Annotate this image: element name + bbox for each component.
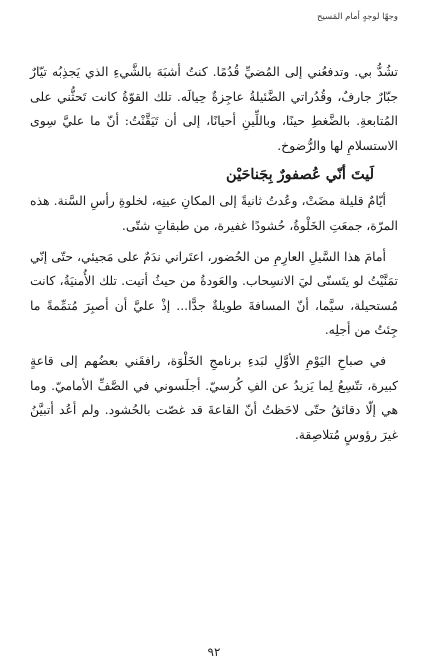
paragraph-2: أيّامٌ قليلة مضَتْ، وعُدتُ ثانيةً إلى المكانِ عينِه، لخلوةِ رأسِ السَّنة. هذه المرّة، جمعَتِ الخَلْوةُ، حُشودًا غفيرة، من طبقاتٍ شتّى. [30, 193, 398, 233]
paragraph-3: أمامَ هذا السَّيلِ العارِمِ من الحُضور، اعتَراني ندَمٌ على مَجيئي، حتّى إنّي تمَنَّيْتُ لو يتَسنّى ليَ الانسِحاب. والعَودةُ من حيثُ أتيت. تلك الأُمنيَةُ، كانت مُستحيلة، سيَّما، أنّ المسافةَ طويلةٌ جدًّا... إذْ عليَّ أن أصبِرَ مُتمِّمةً ما جِئتُ من أجلِه. [30, 248, 398, 338]
page-number: ٩٢ [207, 645, 221, 659]
page-body [30, 60, 398, 447]
paragraph-4: في صباحِ اليَوْمِ الأوَّلِ لبَدءِ برنامجِ الخَلْوَة، رافقَني بعضُهم إلى قاعةٍ كبيرة، تتّسِعُ لِما يَزيدُ عن الفِ كُرسيّ. أجلَسوني في الصَّفِّ الأماميّ. وما هي إلّا دقائقُ حتّى لاحَظتُ أنّ القاعةَ قد غصّت بالحُشود. ولم أعُد أتبيَّنُ غيرَ رؤوسٍ مُتلاصِقة. [30, 352, 398, 442]
paragraph-1: تشُدُّ بي. وتدفعُني إلى المُضيِّ قُدُمًا. كنتُ أشبَهَ بالشَّيءِ الذي يَجذِبُه تيّارٌ جبّارٌ جارفٌ، وقُدُراتي الضَّئيلةُ عاجِزةٌ حِيالَه. تلك القوّةُ كانت تَحثُّني على المُتابعةِ. بالضَّغطِ حينًا، وباللِّينِ أحيانًا، إلى أن تَيَقَّنْتُ: أنّ ما عليَّ سِوى الاستسلامِ لها والرُّضوخ. [30, 64, 398, 153]
section-heading: لَيتَ أنّي عُصفورٌ بِجَناحَيْن [226, 166, 374, 184]
running-header: وجهًا لوجهٍ أمام المَسيح [316, 12, 398, 22]
